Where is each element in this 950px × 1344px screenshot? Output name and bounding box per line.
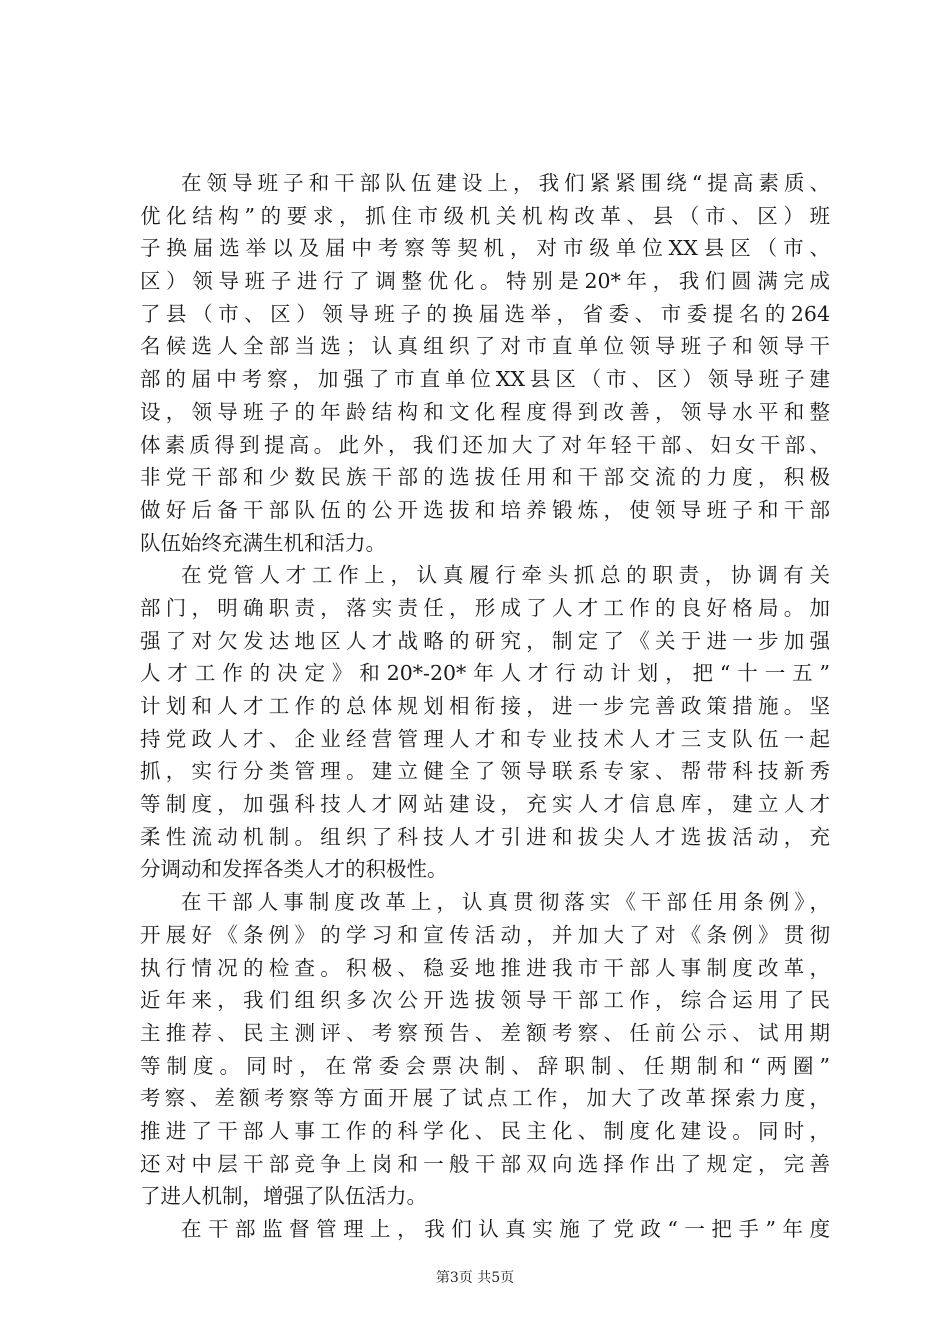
text-line: 计划和人才工作的总体规划相衔接，进一步完善政策措施。坚 bbox=[140, 694, 830, 718]
text-line: 推进了干部人事工作的科学化、民主化、制度化建设。同时， bbox=[140, 1118, 830, 1143]
text-line: 等制度。同时，在常委会票决制、辞职制、任期制和“两圈” bbox=[140, 1053, 830, 1078]
text-line: 人才工作的决定》和20*-20*年人才行动计划，把“十一五” bbox=[140, 661, 830, 686]
text-line: 开展好《条例》的学习和宣传活动，并加大了对《条例》贯彻 bbox=[140, 922, 830, 947]
text-line: 在干部人事制度改革上，认真贯彻落实《干部任用条例》， bbox=[181, 890, 830, 915]
text-line: 优化结构”的要求，抓住市级机关机构改革、县（市、区）班 bbox=[140, 203, 830, 228]
text-line: 做好后备干部队伍的公开选拔和培养锻炼，使领导班子和干部 bbox=[140, 497, 830, 522]
text-line: 在领导班子和干部队伍建设上，我们紧紧围绕“提高素质、 bbox=[181, 171, 830, 195]
paragraph-leadership bbox=[140, 167, 830, 559]
text-line: 了进人机制，增强了队伍活力。 bbox=[140, 1184, 427, 1209]
paragraph-reform bbox=[140, 886, 830, 1213]
text-line: 还对中层干部竞争上岗和一般干部双向选择作出了规定，完善 bbox=[140, 1151, 830, 1176]
text-line: 区）领导班子进行了调整优化。特别是20*年，我们圆满完成 bbox=[140, 269, 830, 294]
text-line: 名候选人全部当选；认真组织了对市直单位领导班子和领导干 bbox=[140, 334, 830, 359]
text-line: 分调动和发挥各类人才的积极性。 bbox=[140, 857, 448, 882]
text-line: 主推荐、民主测评、考察预告、差额考察、任前公示、试用期 bbox=[140, 1020, 830, 1045]
text-line: 柔性流动机制。组织了科技人才引进和拔尖人才选拔活动，充 bbox=[140, 824, 830, 849]
text-line: 在党管人才工作上，认真履行牵头抓总的职责，协调有关 bbox=[181, 563, 830, 588]
text-line: 抓，实行分类管理。建立健全了领导联系专家、帮带科技新秀 bbox=[140, 759, 830, 784]
page-footer: 第3页 共5页 bbox=[435, 1270, 515, 1286]
text-line: 执行情况的检查。积极、稳妥地推进我市干部人事制度改革， bbox=[140, 955, 830, 980]
text-line: 近年来，我们组织多次公开选拔领导干部工作，综合运用了民 bbox=[140, 988, 830, 1013]
paragraph-supervision bbox=[140, 1213, 830, 1246]
text-line: 等制度，加强科技人才网站建设，充实人才信息库，建立人才 bbox=[140, 792, 830, 817]
text-line: 部门，明确职责，落实责任，形成了人才工作的良好格局。加 bbox=[140, 595, 830, 620]
body-text bbox=[140, 167, 830, 1246]
text-line: 考察、差额考察等方面开展了试点工作，加大了改革探索力度， bbox=[140, 1086, 830, 1111]
text-line: 设，领导班子的年龄结构和文化程度得到改善，领导水平和整 bbox=[140, 399, 830, 424]
text-line: 部的届中考察，加强了市直单位XX县区（市、区）领导班子建 bbox=[140, 367, 830, 392]
text-line: 强了对欠发达地区人才战略的研究，制定了《关于进一步加强 bbox=[140, 628, 830, 653]
text-line: 子换届选举以及届中考察等契机，对市级单位XX县区（市、 bbox=[140, 236, 830, 261]
text-line: 在干部监督管理上，我们认真实施了党政“一把手”年度 bbox=[181, 1217, 830, 1241]
text-line: 了县（市、区）领导班子的换届选举，省委、市委提名的264 bbox=[140, 301, 830, 326]
text-line: 非党干部和少数民族干部的选拔任用和干部交流的力度，积极 bbox=[140, 465, 830, 490]
text-line: 体素质得到提高。此外，我们还加大了对年轻干部、妇女干部、 bbox=[140, 432, 830, 457]
paragraph-talent bbox=[140, 559, 830, 886]
text-line: 持党政人才、企业经营管理人才和专业技术人才三支队伍一起 bbox=[140, 726, 830, 751]
text-line: 队伍始终充满生机和活力。 bbox=[140, 530, 386, 555]
